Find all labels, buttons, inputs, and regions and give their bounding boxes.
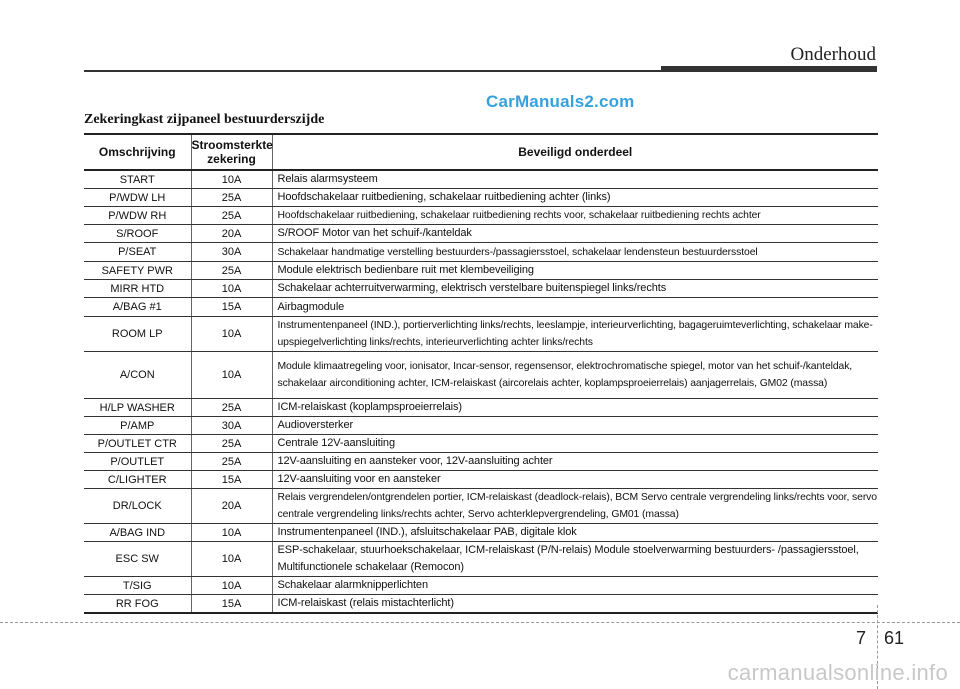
fuse-protected-component: Airbagmodule	[272, 298, 878, 317]
watermark-top: CarManuals2.com	[486, 92, 635, 111]
fuse-protected-component: Schakelaar handmatige verstelling bestuurders-/passagiersstoel, schakelaar lendensteun bestuurdersstoel	[272, 243, 878, 262]
fuse-name: A/CON	[84, 352, 191, 399]
fuse-protected-component: Schakelaar achterruitverwarming, elektrisch verstelbare buitenspiegel links/rechts	[272, 280, 878, 298]
table-row	[84, 352, 878, 399]
fuse-protected-component: Hoofdschakelaar ruitbediening, schakelaar ruitbediening achter (links)	[272, 189, 878, 207]
table-row	[84, 435, 878, 453]
fuse-amperage: 10A	[191, 352, 272, 399]
fuse-amperage: 20A	[191, 225, 272, 243]
table-row	[84, 189, 878, 207]
table-row	[84, 225, 878, 243]
fuse-name: T/SIG	[84, 577, 191, 595]
fuse-name: P/WDW RH	[84, 207, 191, 225]
table-row	[84, 262, 878, 280]
fuse-amperage: 15A	[191, 471, 272, 489]
column-header-description: Omschrijving	[84, 134, 191, 170]
fuse-amperage: 20A	[191, 489, 272, 524]
fuse-name: S/ROOF	[84, 225, 191, 243]
table-row	[84, 280, 878, 298]
table-row	[84, 489, 878, 524]
column-header-protected-component: Beveiligd onderdeel	[272, 134, 878, 170]
section-title: Zekeringkast zijpaneel bestuurderszijde	[84, 112, 325, 127]
fuse-amperage: 10A	[191, 170, 272, 189]
fuse-table	[84, 133, 878, 614]
fuse-table-body	[84, 170, 878, 613]
table-row	[84, 417, 878, 435]
fuse-amperage: 30A	[191, 243, 272, 262]
table-row	[84, 577, 878, 595]
fuse-protected-component: Relais alarmsysteem	[272, 170, 878, 189]
page-number: 61	[884, 628, 905, 648]
fuse-name: MIRR HTD	[84, 280, 191, 298]
fuse-name: ROOM LP	[84, 317, 191, 352]
fuse-protected-component: S/ROOF Motor van het schuif-/kanteldak	[272, 225, 878, 243]
fuse-amperage: 25A	[191, 262, 272, 280]
fuse-amperage: 25A	[191, 399, 272, 417]
fuse-protected-component: Instrumentenpaneel (IND.), afsluitschakelaar PAB, digitale klok	[272, 524, 878, 542]
table-row	[84, 207, 878, 225]
table-row	[84, 243, 878, 262]
fuse-amperage: 25A	[191, 453, 272, 471]
fuse-amperage: 10A	[191, 524, 272, 542]
table-row	[84, 170, 878, 189]
header-rule-thin	[84, 70, 661, 72]
header-rule-thick	[661, 66, 877, 72]
fuse-amperage: 10A	[191, 280, 272, 298]
fuse-name: START	[84, 170, 191, 189]
fuse-amperage: 25A	[191, 189, 272, 207]
fuse-amperage: 25A	[191, 435, 272, 453]
table-row	[84, 471, 878, 489]
fuse-amperage: 15A	[191, 595, 272, 614]
fuse-amperage: 25A	[191, 207, 272, 225]
chapter-title: Onderhoud	[790, 44, 876, 65]
page-chapter-number: 7	[856, 628, 867, 648]
fuse-name: C/LIGHTER	[84, 471, 191, 489]
fuse-name: A/BAG #1	[84, 298, 191, 317]
fuse-amperage: 30A	[191, 417, 272, 435]
fuse-protected-component: ESP-schakelaar, stuurhoekschakelaar, ICM-relaiskast (P/N-relais) Module stoelverwarming bestuurders- /passagiersstoel, Multifunctionele schakelaar (Remocon)	[272, 542, 878, 577]
fuse-protected-component: 12V-aansluiting voor en aansteker	[272, 471, 878, 489]
fuse-protected-component: Schakelaar alarmknipperlichten	[272, 577, 878, 595]
footer-dashed-line	[0, 622, 960, 623]
fuse-protected-component: Module elektrisch bedienbare ruit met klembeveiliging	[272, 262, 878, 280]
fuse-name: P/OUTLET	[84, 453, 191, 471]
fuse-name: DR/LOCK	[84, 489, 191, 524]
fuse-protected-component: ICM-relaiskast (relais mistachterlicht)	[272, 595, 878, 614]
table-row	[84, 399, 878, 417]
fuse-protected-component: Relais vergrendelen/ontgrendelen portier, ICM-relaiskast (deadlock-relais), BCM Servo centrale vergrendeling links/rechts voor, servo centrale vergrendeling links/rechts achter, Servo achterklepvergrendeling, GM01 (massa)	[272, 489, 878, 524]
fuse-protected-component: Module klimaatregeling voor, ionisator, Incar-sensor, regensensor, elektrochromatische spiegel, motor van het schuif-/kanteldak, schakelaar airconditioning achter, ICM-relaiskast (aircorelais achter, koplampsproeierrelais) aanjagerrelais, GM02 (massa)	[272, 352, 878, 399]
fuse-amperage: 10A	[191, 542, 272, 577]
fuse-amperage: 15A	[191, 298, 272, 317]
fuse-name: RR FOG	[84, 595, 191, 614]
fuse-protected-component: Audioversterker	[272, 417, 878, 435]
table-header-row	[84, 134, 878, 170]
column-header-amperage: Stroomsterkte zekering	[191, 134, 272, 170]
fuse-name: A/BAG IND	[84, 524, 191, 542]
fuse-protected-component: ICM-relaiskast (koplampsproeierrelais)	[272, 399, 878, 417]
table-row	[84, 453, 878, 471]
table-row	[84, 298, 878, 317]
fuse-name: P/OUTLET CTR	[84, 435, 191, 453]
fuse-name: H/LP WASHER	[84, 399, 191, 417]
fuse-name: P/WDW LH	[84, 189, 191, 207]
table-row	[84, 542, 878, 577]
fuse-name: ESC SW	[84, 542, 191, 577]
fuse-protected-component: 12V-aansluiting en aansteker voor, 12V-aansluiting achter	[272, 453, 878, 471]
table-row	[84, 317, 878, 352]
watermark-bottom: carmanualsonline.info	[727, 660, 948, 685]
table-row	[84, 595, 878, 614]
fuse-protected-component: Hoofdschakelaar ruitbediening, schakelaar ruitbediening rechts voor, schakelaar ruitbediening rechts achter	[272, 207, 878, 225]
fuse-name: P/SEAT	[84, 243, 191, 262]
fuse-protected-component: Instrumentenpaneel (IND.), portierverlichting links/rechts, leeslampje, interieurverlichting, bagageruimteverlichting, schakelaar make-upspiegelverlichting links/rechts, interieurverlichting achter links/rechts	[272, 317, 878, 352]
fuse-amperage: 10A	[191, 317, 272, 352]
fuse-name: P/AMP	[84, 417, 191, 435]
fuse-name: SAFETY PWR	[84, 262, 191, 280]
table-row	[84, 524, 878, 542]
fuse-amperage: 10A	[191, 577, 272, 595]
fuse-protected-component: Centrale 12V-aansluiting	[272, 435, 878, 453]
